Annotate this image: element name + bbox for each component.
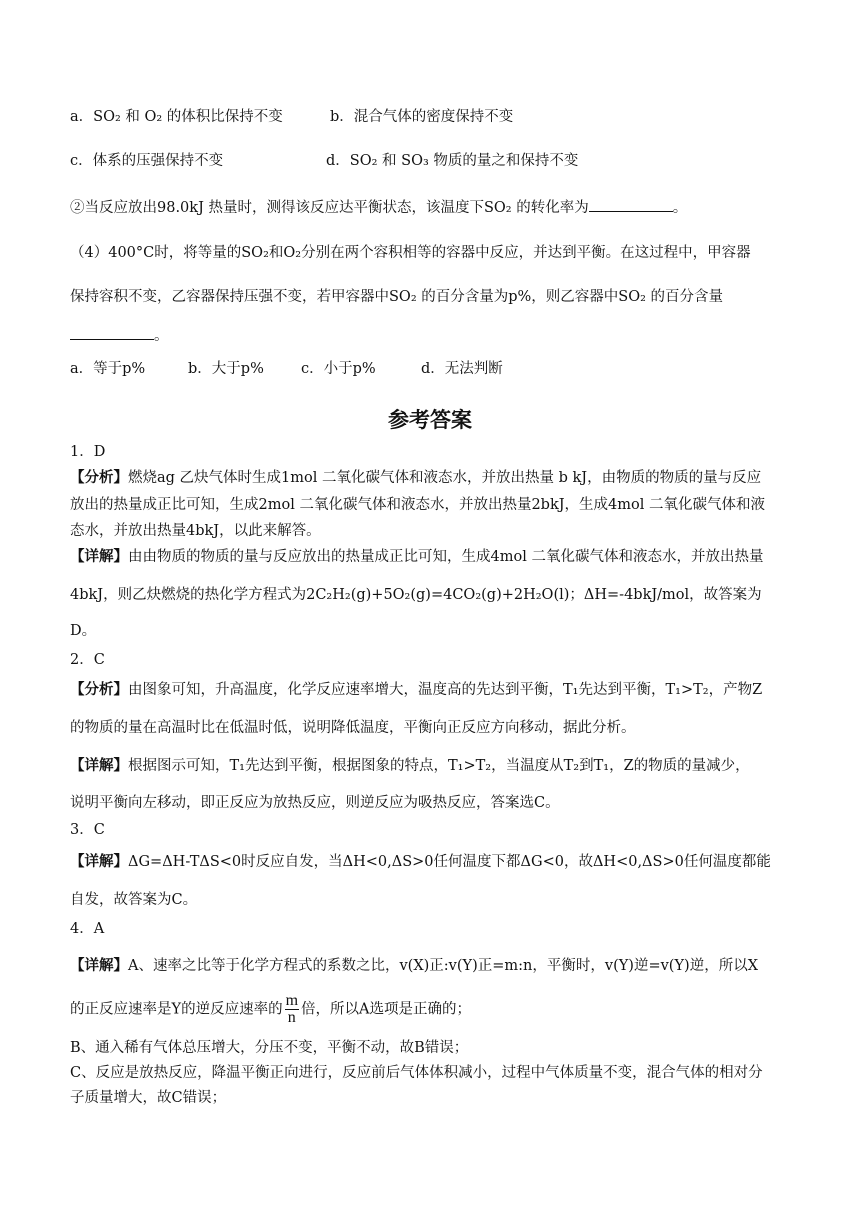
ans2-analysis-l1 bbox=[70, 680, 800, 700]
analysis-tag: 【分析】 bbox=[70, 469, 128, 486]
ans1-analysis-l1 bbox=[70, 468, 800, 488]
ans2-detail-text: 根据图示可知，T₁先达到平衡，根据图象的特点，T₁>T₂，当温度从T₂到T₁，Z的物质的量减少， bbox=[128, 758, 750, 774]
ans4-detail-l2 bbox=[70, 993, 800, 1026]
ans2-number: 2．C bbox=[70, 652, 105, 668]
detail-tag: 【详解】 bbox=[70, 757, 128, 774]
q4-option-a: a．等于p% bbox=[70, 361, 146, 377]
ans4-detail-text: A、速率之比等于化学方程式的系数之比，v(X)正:v(Y)正=m:n，平衡时，v(Y)逆=v(Y)逆，所以X bbox=[128, 958, 759, 974]
answer-blank bbox=[70, 325, 154, 340]
fraction-numerator: m bbox=[285, 992, 299, 1009]
q4-line2: 保持容积不变，乙容器保持压强不变，若甲容器中SO₂ 的百分含量为p%，则乙容器中SO₂ 的百分含量 bbox=[70, 289, 724, 305]
q4-line1: （4）400°C时，将等量的SO₂和O₂分别在两个容积相等的容器中反应，并达到平衡。在这过程中，甲容器 bbox=[70, 245, 751, 261]
ans3-detail-l2: 自发，故答案为C。 bbox=[70, 892, 198, 908]
q3-option-d: d．SO₂ 和 SO₃ 物质的量之和保持不变 bbox=[326, 153, 579, 169]
ans3-number: 3．C bbox=[70, 822, 105, 838]
ans1-analysis-text: 燃烧ag 乙炔气体时生成1mol 二氧化碳气体和液态水，并放出热量 b kJ，由物质的物质的量与反应 bbox=[128, 470, 762, 486]
ans4-detail-text-b: 倍，所以A选项是正确的； bbox=[301, 1001, 472, 1018]
q3-sub2: ②当反应放出98.0kJ 热量时，测得该反应达平衡状态，该温度下SO₂ 的转化率为 。 bbox=[70, 197, 800, 218]
ans2-analysis-text: 由图象可知，升高温度，化学反应速率增大，温度高的先达到平衡，T₁先达到平衡，T₁>T₂，产物Z bbox=[128, 682, 763, 698]
ans4-option-b-line: B、通入稀有气体总压增大，分压不变，平衡不动，故B错误； bbox=[70, 1040, 469, 1056]
ans1-detail-l1 bbox=[70, 547, 800, 567]
ans3-detail-text: ΔG=ΔH-TΔS<0时反应自发，当ΔH<0,ΔS>0任何温度下都ΔG<0，故ΔH<0,ΔS>0任何温度都能 bbox=[128, 854, 771, 870]
fraction-denominator: n bbox=[287, 1009, 296, 1026]
detail-tag: 【详解】 bbox=[70, 853, 128, 870]
fraction bbox=[285, 993, 299, 1026]
ans1-detail-l3: D。 bbox=[70, 623, 97, 639]
ans1-analysis-l2: 放出的热量成正比可知，生成2mol 二氧化碳气体和液态水，并放出热量2bkJ，生成4mol 二氧化碳气体和液 bbox=[70, 497, 766, 513]
answers-title: 参考答案 bbox=[388, 408, 472, 432]
ans1-detail-l2: 4bkJ，则乙炔燃烧的热化学方程式为2C₂H₂(g)+5O₂(g)=4CO₂(g)+2H₂O(l)；ΔH=-4bkJ/mol，故答案为 bbox=[70, 587, 762, 603]
q4-option-b: b．大于p% bbox=[188, 361, 264, 377]
analysis-tag: 【分析】 bbox=[70, 681, 128, 698]
q4-option-c: c．小于p% bbox=[301, 361, 376, 377]
ans4-option-c-line1: C、反应是放热反应，降温平衡正向进行，反应前后气体体积减小，过程中气体质量不变，混合气体的相对分 bbox=[70, 1065, 763, 1081]
answer-blank bbox=[589, 197, 673, 212]
ans4-number: 4．A bbox=[70, 921, 105, 937]
detail-tag: 【详解】 bbox=[70, 548, 128, 565]
q4-blank-line: 。 bbox=[70, 325, 800, 346]
ans2-detail-l1 bbox=[70, 756, 800, 776]
ans1-analysis-l3: 态水，并放出热量4bkJ，以此来解答。 bbox=[70, 523, 321, 539]
q3-option-c: c．体系的压强保持不变 bbox=[70, 153, 224, 169]
ans4-detail-text-a: 的正反应速率是Y的逆反应速率的 bbox=[70, 1001, 283, 1018]
ans4-detail-l1 bbox=[70, 956, 800, 976]
q3-sub2-text: ②当反应放出98.0kJ 热量时，测得该反应达平衡状态，该温度下SO₂ 的转化率为 bbox=[70, 200, 589, 216]
ans1-detail-text: 由由物质的物质的量与反应放出的热量成正比可知，生成4mol 二氧化碳气体和液态水，并放出热量 bbox=[128, 549, 764, 565]
ans1-number: 1．D bbox=[70, 444, 106, 460]
detail-tag: 【详解】 bbox=[70, 957, 128, 974]
ans2-detail-l2: 说明平衡向左移动，即正反应为放热反应，则逆反应为吸热反应，答案选C。 bbox=[70, 795, 560, 811]
q4-option-d: d．无法判断 bbox=[421, 361, 503, 377]
q3-option-a: a．SO₂ 和 O₂ 的体积比保持不变 bbox=[70, 109, 283, 125]
ans2-analysis-l2: 的物质的量在高温时比在低温时低，说明降低温度，平衡向正反应方向移动，据此分析。 bbox=[70, 720, 636, 736]
q3-option-b: b．混合气体的密度保持不变 bbox=[330, 109, 514, 125]
ans3-detail-l1 bbox=[70, 852, 800, 872]
ans4-option-c-line2: 子质量增大，故C错误； bbox=[70, 1090, 227, 1106]
